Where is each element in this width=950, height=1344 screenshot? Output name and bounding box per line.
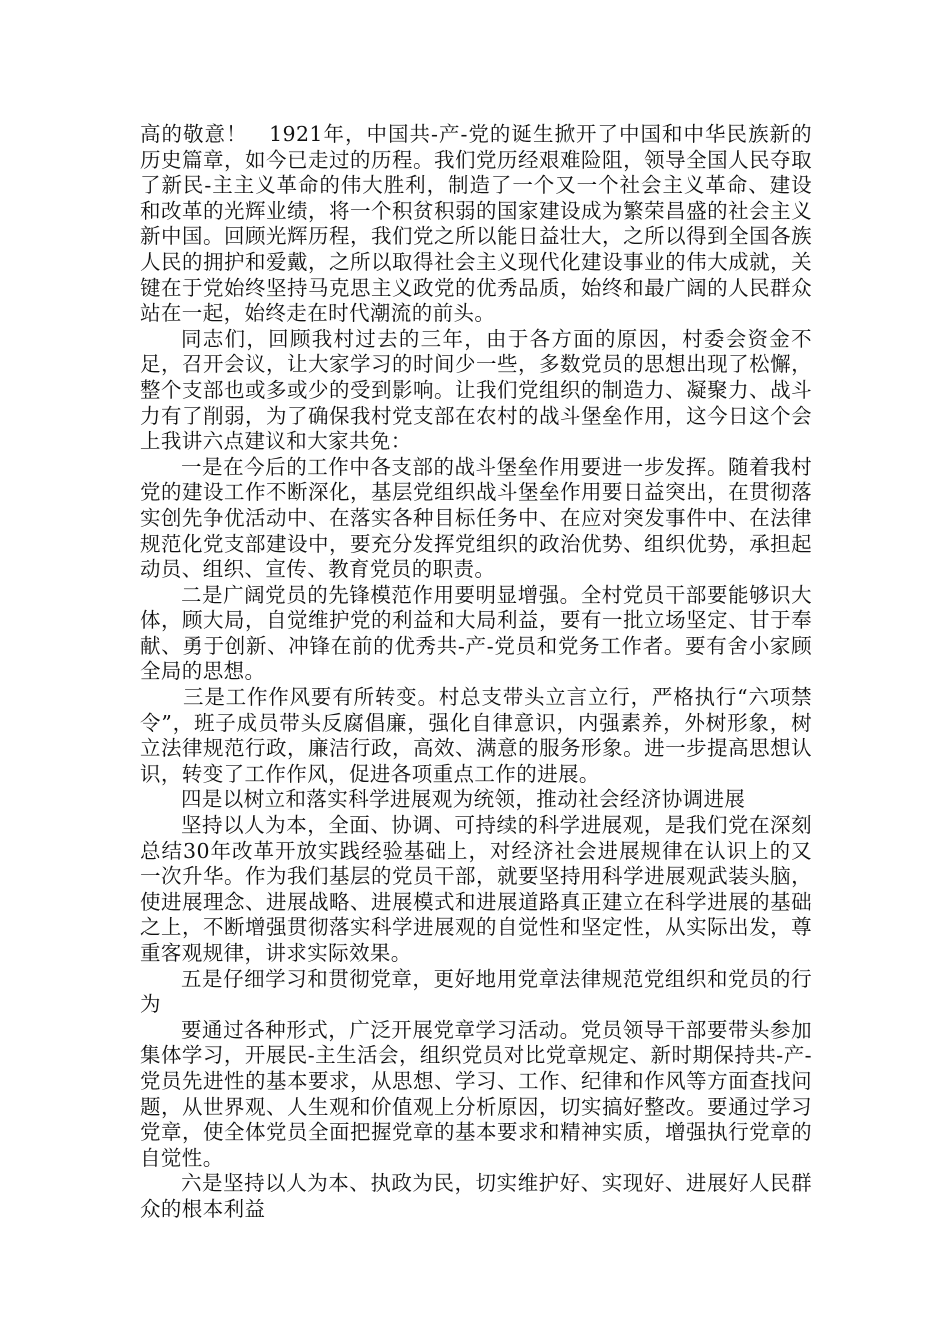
- paragraph-point-four-heading: 四是以树立和落实科学进展观为统领，推动社会经济协调进展: [181, 787, 746, 812]
- paragraph-point-five-body: 要通过各种形式，广泛开展党章学习活动。党员领导干部要带头参加集体学习，开展民-主生活会，组织党员对比党章规定、新时期保持共-产-党员先进性的基本要求，从思想、学习、工作、纪律和作风等方面查找问题，从世界观、人生观和价值观上分析原因，切实搞好整改。要通过学习党章，使全体党员全面把握党章的基本要求和精神实质，增强执行党章的自觉性。: [140, 1017, 812, 1170]
- paragraph-point-two: 二是广阔党员的先锋模范作用要明显增强。全村党员干部要能够识大体，顾大局，自觉维护党的利益和大局利益，要有一批立场坚定、甘于奉献、勇于创新、冲锋在前的优秀共-产-党员和党务工作者。要有舍小家顾全局的思想。: [140, 582, 812, 684]
- document-body: [140, 122, 812, 1223]
- paragraph-comrades: 同志们，回顾我村过去的三年，由于各方面的原因，村委会资金不足，召开会议，让大家学习的时间少一些，多数党员的思想出现了松懈，整个支部也或多或少的受到影响。让我们党组织的制造力、凝聚力、战斗力有了削弱，为了确保我村党支部在农村的战斗堡垒作用，这今日这个会上我讲六点建议和大家共免：: [140, 326, 812, 454]
- paragraph-point-six-heading: 六是坚持以人为本、执政为民，切实维护好、实现好、进展好人民群众的根本利益: [140, 1171, 812, 1221]
- paragraph-point-three: 三是工作作风要有所转变。村总支带头立言立行，严格执行“六项禁令”，班子成员带头反腐倡廉，强化自律意识，内强素养，外树形象，树立法律规范行政，廉洁行政，高效、满意的服务形象。进一步提高思想认识，转变了工作作风，促进各项重点工作的进展。: [140, 685, 812, 786]
- paragraph-point-one: 一是在今后的工作中各支部的战斗堡垒作用要进一步发挥。随着我村党的建设工作不断深化，基层党组织战斗堡垒作用要日益突出，在贯彻落实创先争优活动中、在落实各种目标任务中、在应对突发事件中、在法律规范化党支部建设中，要充分发挥党组织的政治优势、组织优势，承担起动员、组织、宣传、教育党员的职责。: [140, 454, 812, 582]
- paragraph-intro: 高的敬意！ 1921年，中国共-产-党的诞生掀开了中国和中华民族新的历史篇章，如今已走过的历程。我们党历经艰难险阻，领导全国人民夺取了新民-主主义革命的伟大胜利，制造了一个又一个社会主义革命、建设和改革的光辉业绩，将一个积贫积弱的国家建设成为繁荣昌盛的社会主义新中国。回顾光辉历程，我们党之所以能日益壮大，之所以得到全国各族人民的拥护和爱戴，之所以取得社会主义现代化建设事业的伟大成就，关键在于党始终坚持马克思主义政党的优秀品质，始终和最广阔的人民群众站在一起，始终走在时代潮流的前头。: [140, 122, 812, 326]
- paragraph-point-four-body: 坚持以人为本，全面、协调、可持续的科学进展观，是我们党在深刻总结30年改革开放实践经验基础上，对经济社会进展规律在认识上的又一次升华。作为我们基层的党员干部，就要坚持用科学进展观武装头脑，使进展理念、进展战略、进展模式和进展道路真正建立在科学进展的基础之上，不断增强贯彻落实科学进展观的自觉性和坚定性，从实际出发，尊重客观规律，讲求实际效果。: [140, 813, 812, 965]
- paragraph-point-five-heading: 五是仔细学习和贯彻党章，更好地用党章法律规范党组织和党员的行为: [140, 966, 812, 1017]
